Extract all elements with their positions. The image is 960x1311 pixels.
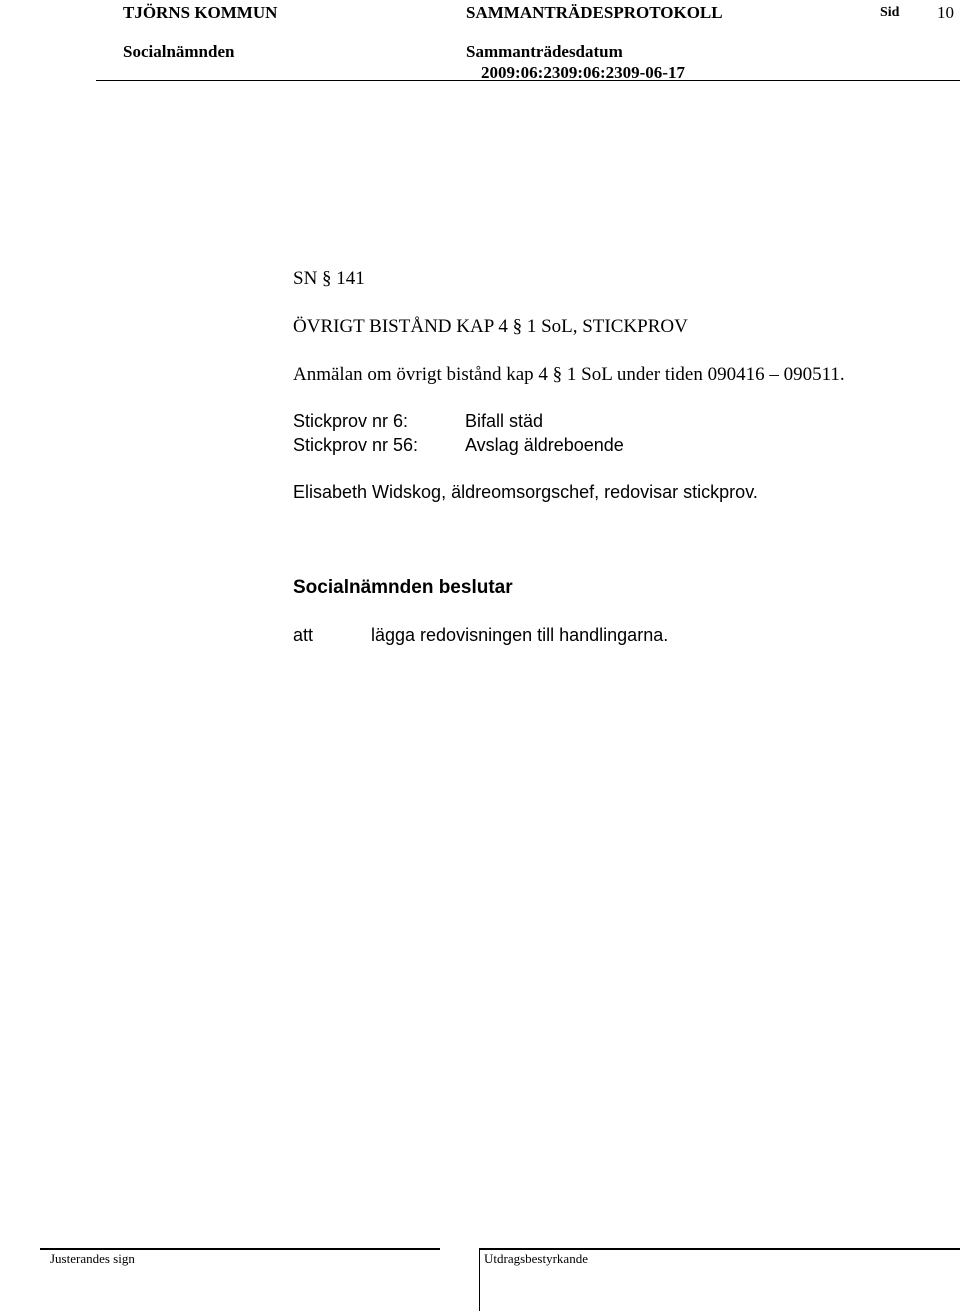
decision-att: att [293, 625, 314, 645]
sample-result: Bifall städ [465, 411, 544, 431]
paragraph-reference: SN § 141 [293, 268, 365, 289]
footer-divider-left [40, 1248, 440, 1250]
decision-heading: Socialnämnden beslutar [293, 577, 513, 598]
page-number: 10 [937, 3, 954, 22]
header-divider [96, 80, 960, 81]
decision-text: lägga redovisningen till handlingarna. [371, 625, 669, 645]
committee-name: Socialnämnden [123, 42, 235, 61]
footer-separator [479, 1248, 480, 1311]
footer-utdragsbestyrkande: Utdragsbestyrkande [484, 1251, 588, 1266]
sample-result: Avslag äldreboende [465, 435, 624, 455]
footer-justerandes-sign: Justerandes sign [50, 1251, 135, 1266]
presenter-note: Elisabeth Widskog, äldreomsorgschef, redovisar stickprov. [293, 482, 758, 502]
sample-label: Stickprov nr 6: [293, 411, 409, 431]
footer-divider-right [479, 1248, 960, 1250]
document-type: SAMMANTRÄDESPROTOKOLL [466, 3, 723, 22]
meeting-date-value: 2009:06:2309:06:2309-06-17 [481, 63, 685, 82]
municipality-name: TJÖRNS KOMMUN [123, 3, 278, 22]
page-label: Sid [880, 5, 900, 20]
sample-label: Stickprov nr 56: [293, 435, 419, 455]
section-intro: Anmälan om övrigt bistånd kap 4 § 1 SoL under tiden 090416 – 090511. [293, 364, 845, 385]
section-title: ÖVRIGT BISTÅND KAP 4 § 1 SoL, STICKPROV [293, 316, 688, 337]
meeting-date-label: Sammanträdesdatum [466, 42, 623, 61]
